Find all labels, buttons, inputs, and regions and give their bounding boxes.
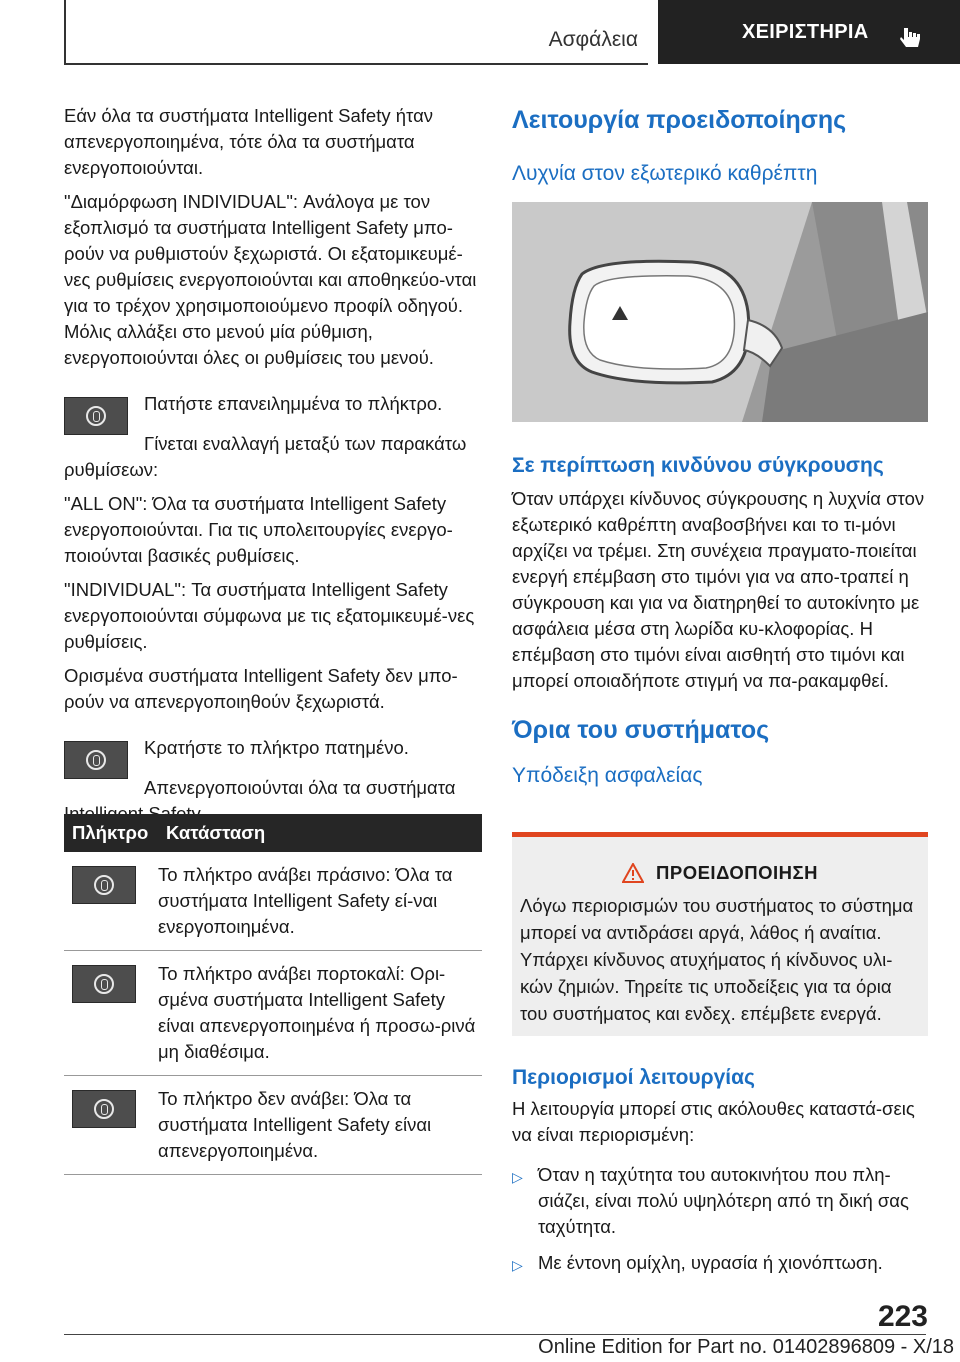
page-number: 223 xyxy=(877,1300,928,1333)
warning-title: ΠΡΟΕΙΔΟΠΟΙΗΣΗ xyxy=(656,862,818,883)
chapter-tab[interactable] xyxy=(658,0,960,64)
warning-triangle-icon xyxy=(622,863,644,883)
triangle-bullet-icon: ▷ xyxy=(512,1169,523,1185)
table-cell-status: Το πλήκτρο δεν ανάβει: Όλα τα συστήματα Intelligent Safety είναι απενεργοποιημένα. xyxy=(158,1076,482,1175)
heading-warning-function: Λειτουργία προειδοποίησης xyxy=(512,106,847,134)
list-item xyxy=(512,1250,928,1278)
table-row xyxy=(64,1076,482,1175)
paragraph: "ALL ON": Όλα τα συστήματα Intelligent Safety ενεργοποιούνται. Για τις υπολειτουργίες ενεργο-ποιούνται βασικές ρυθμίσεις. xyxy=(64,493,453,566)
key-instruction: Πατήστε επανειλημμένα το πλήκτρο. xyxy=(144,393,443,414)
footer-edition: Online Edition for Part no. 01402896809 - X/18 xyxy=(538,1336,954,1358)
table-row xyxy=(64,951,482,1076)
triangle-bullet-icon: ▷ xyxy=(512,1257,523,1273)
paragraph: Η λειτουργία μπορεί στις ακόλουθες καταστά-σεις να είναι περιορισμένη: xyxy=(512,1098,915,1145)
button-status-table xyxy=(64,814,482,1175)
footer-rule xyxy=(64,1334,926,1335)
table-header-status: Κατάσταση xyxy=(158,814,482,852)
warning-title-row xyxy=(520,859,920,886)
side-mirror-illustration xyxy=(512,202,928,422)
intelligent-safety-button-icon xyxy=(72,965,136,1003)
restrictions-section xyxy=(512,1064,928,1286)
paragraph: Ορισμένα συστήματα Intelligent Safety δεν μπο-ρούν να απενεργοποιηθούν ξεχωριστά. xyxy=(64,665,458,712)
warning-text: Λόγω περιορισμών του συστήματος το σύστημα μπορεί να αντιδράσει αργά, λάθος ή αναίτια. Υπάρχει κίνδυνος ατυχήματος ή κίνδυνος υλι-κών ζημιών. Τηρείτε τις υποδείξεις για τα όρια του συστήματος και ενδεχ. επέμβετε ενεργά. xyxy=(520,895,914,1024)
intelligent-safety-button-icon xyxy=(72,1090,136,1128)
intelligent-safety-button-icon xyxy=(64,397,128,435)
right-column xyxy=(512,452,928,790)
paragraph: Εάν όλα τα συστήματα Intelligent Safety ήταν απενεργοποιημένα, τότε όλα τα συστήματα ενεργοποιούνται. xyxy=(64,105,434,178)
heading-system-limits: Όρια του συστήματος xyxy=(512,716,770,744)
heading-collision: Σε περίπτωση κινδύνου σύγκρουσης xyxy=(512,454,884,477)
key-instruction-row xyxy=(64,735,482,779)
key-instruction: Κρατήστε το πλήκτρο πατημένο. xyxy=(144,737,409,758)
chapter-tab-label: ΧΕΙΡΙΣΤΗΡΙΑ xyxy=(742,20,869,43)
paragraph: "Διαμόρφωση INDIVIDUAL": Ανάλογα με τον εξοπλισμό τα συστήματα Intelligent Safety μπο-ρούν να ρυθμιστούν ξεχωριστά. Οι εξατομικευμέ-νες ρυθμίσεις ενεργοποιούνται και αποθηκεύο-νται για το τρέχον χρησιμοποιούμενο προφίλ οδηγού. Μόλις αλλάξει στο μενού μία ρύθμιση, ενεργοποιούνται όλες οι ρυθμίσεις του μενού. xyxy=(64,191,477,368)
side-mirror-drawing xyxy=(512,202,928,422)
header-rule-horizontal xyxy=(64,63,648,65)
table-header-key: Πλήκτρο xyxy=(64,814,158,852)
heading-mirror-lamp: Λυχνία στον εξωτερικό καθρέπτη xyxy=(512,162,818,185)
list-item xyxy=(512,1162,928,1240)
intelligent-safety-button-icon xyxy=(64,741,128,779)
list-item-text: Με έντονη ομίχλη, υγρασία ή χιονόπτωση. xyxy=(538,1252,883,1273)
hand-pointer-icon xyxy=(900,26,922,52)
left-column xyxy=(64,103,482,835)
table-cell-status: Το πλήκτρο ανάβει πράσινο: Όλα τα συστήματα Intelligent Safety εί-ναι ενεργοποιημένα. xyxy=(158,852,482,951)
list-item-text: Όταν η ταχύτητα του αυτοκινήτου που πλη-σιάζει, είναι πολύ υψηλότερη από τη δική σας ταχύτητα. xyxy=(538,1164,909,1237)
warning-box xyxy=(512,832,928,1036)
paragraph: Όταν υπάρχει κίνδυνος σύγκρουσης η λυχνία στον εξωτερικό καθρέπτη αναβοσβήνει και το τι-μόνι αρχίζει να τρέμει. Στη συνέχεια πραγματο-ποιείται ενεργή επέμβαση στο τιμόνι για να απο-τραπεί η σύγκρουση και για να διατηρηθεί το αυτοκίνητο με ασφάλεια μέσα στη λωρίδα κυ-κλοφορίας. Η επέμβαση στο τιμόνι είναι αισθητή στο τιμόνι και μπορεί οποιαδήποτε στιγμή να πα-ρακαμφθεί. xyxy=(512,488,925,691)
table-row xyxy=(64,852,482,951)
heading-safety-note: Υπόδειξη ασφαλείας xyxy=(512,764,703,787)
section-title: Ασφάλεια xyxy=(548,28,638,51)
table-cell-status: Το πλήκτρο ανάβει πορτοκαλί: Ορι-σμένα συστήματα Intelligent Safety είναι απενεργοποιημένα ή προσω-ρινά μη διαθέσιμα. xyxy=(158,951,482,1076)
paragraph: "INDIVIDUAL": Τα συστήματα Intelligent Safety ενεργοποιούνται σύμφωνα με τις εξατομικευμέ-νες ρυθμίσεις. xyxy=(64,579,475,652)
intelligent-safety-button-icon xyxy=(72,866,136,904)
paragraph: Γίνεται εναλλαγή μεταξύ των παρακάτω ρυθμίσεων: xyxy=(64,433,467,480)
heading-restrictions: Περιορισμοί λειτουργίας xyxy=(512,1066,755,1089)
paragraph: Απενεργοποιούνται όλα τα συστήματα xyxy=(144,777,456,798)
key-instruction-row xyxy=(64,391,482,435)
